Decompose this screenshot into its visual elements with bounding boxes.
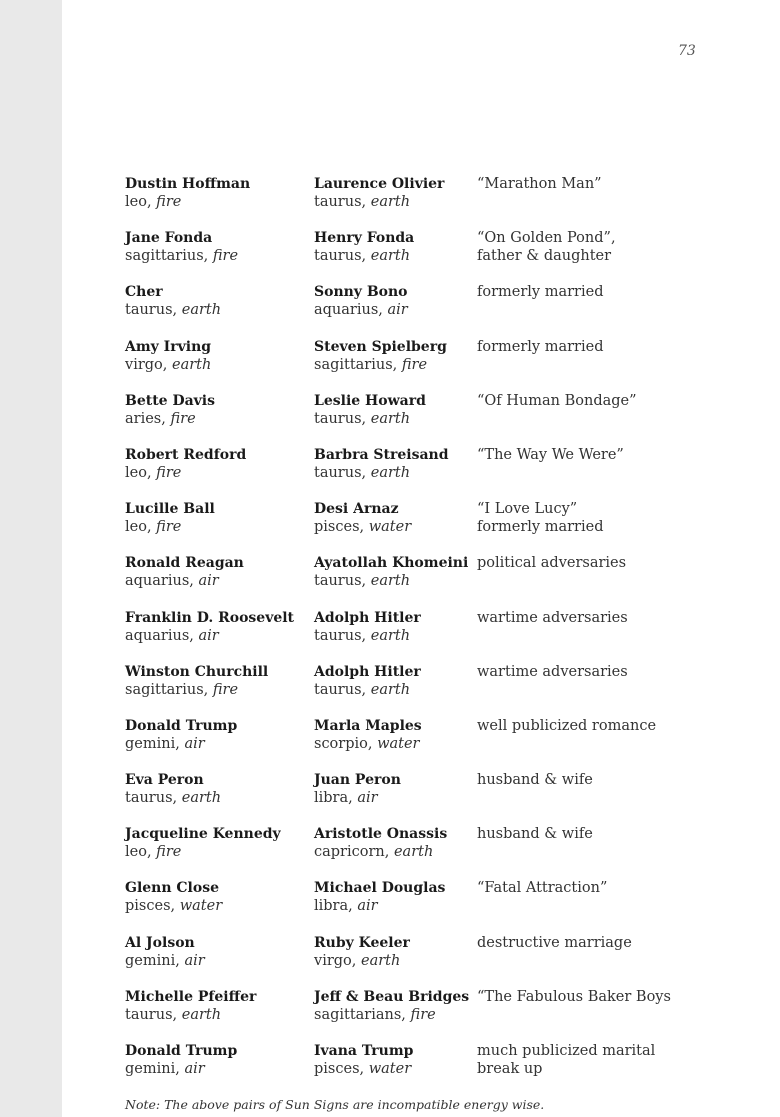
first-person (125, 771, 314, 825)
pair-row (125, 609, 705, 663)
pair-row (125, 392, 705, 446)
person-name: Ayatollah Khomeini (314, 555, 469, 572)
element: air (184, 952, 205, 969)
element: water (368, 519, 412, 536)
first-person (125, 988, 314, 1042)
person-name: Adolph Hitler (314, 609, 421, 626)
person-name: Bette Davis (125, 392, 216, 409)
element: fire (156, 464, 182, 481)
sign-line (125, 1006, 314, 1024)
element: air (198, 627, 219, 644)
element: earth (370, 681, 411, 698)
pair-row (125, 229, 705, 283)
note-line: “The Way We Were” (477, 446, 624, 463)
element: fire (401, 356, 428, 373)
relationship-note (477, 283, 705, 337)
sign-line (314, 681, 477, 699)
sign-line (314, 1060, 477, 1078)
sign-line (314, 518, 477, 536)
element: earth (370, 194, 411, 210)
sign-line (314, 301, 477, 319)
element: earth (181, 1006, 222, 1023)
pair-row (125, 554, 705, 608)
person-name: Sonny Bono (314, 284, 408, 301)
sign-line (314, 627, 477, 645)
relationship-note (477, 554, 705, 608)
sign-line (314, 193, 477, 211)
sign-line (125, 681, 314, 699)
note-line: wartime adversaries (477, 663, 628, 680)
sun-sign: virgo, (125, 356, 168, 373)
sun-sign: leo, (125, 464, 152, 481)
element: water (377, 735, 420, 752)
element: water (368, 1061, 412, 1077)
person-name: Michelle Pfeiffer (125, 988, 257, 1005)
sign-line (125, 735, 314, 753)
sign-line (125, 897, 314, 915)
note-line: wartime adversaries (477, 609, 628, 626)
note-line: formerly married (477, 519, 604, 536)
element: earth (181, 302, 222, 319)
relationship-note (477, 446, 705, 500)
sun-sign: leo, (125, 844, 152, 861)
sign-line (314, 1006, 477, 1024)
first-person (125, 717, 314, 771)
relationship-note (477, 988, 705, 1042)
pair-row (125, 446, 705, 500)
sign-line (125, 356, 314, 374)
person-name: Leslie Howard (314, 392, 426, 409)
person-name: Dustin Hoffman (125, 176, 251, 192)
element: fire (410, 1006, 436, 1023)
person-name: Franklin D. Roosevelt (125, 609, 295, 626)
relationship-note (477, 175, 705, 229)
note-line: political adversaries (477, 555, 627, 572)
sign-line (314, 897, 477, 915)
person-name: Barbra Streisand (314, 446, 449, 463)
page-number: 73 (678, 43, 696, 59)
sun-sign: sagittarius, (314, 356, 398, 373)
element: earth (370, 410, 411, 427)
second-person (314, 229, 477, 283)
sun-sign: scorpio, (314, 735, 373, 752)
sun-sign: aquarius, (125, 573, 194, 590)
relationship-note (477, 771, 705, 825)
sign-line (125, 572, 314, 590)
note-line: “I Love Lucy” (477, 501, 578, 518)
first-person (125, 392, 314, 446)
person-name: Glenn Close (125, 880, 220, 897)
sign-line (125, 518, 314, 536)
sign-line (125, 843, 314, 861)
pair-row (125, 338, 705, 392)
sign-line (314, 464, 477, 482)
sun-sign: pisces, (314, 1061, 365, 1077)
second-person (314, 717, 477, 771)
second-person (314, 175, 477, 229)
sun-sign: gemini, (125, 735, 180, 752)
relationship-note (477, 1042, 705, 1096)
element: fire (212, 248, 239, 265)
note-line: “Marathon Man” (477, 176, 602, 192)
note-line: well publicized romance (477, 717, 657, 734)
pair-row (125, 663, 705, 717)
element: air (184, 735, 205, 752)
first-person (125, 1042, 314, 1096)
sun-sign: taurus, (125, 302, 178, 319)
sun-sign: sagittarius, (125, 681, 209, 698)
pair-row (125, 934, 705, 988)
sun-sign: libra, (314, 790, 353, 807)
pair-row (125, 825, 705, 879)
person-name: Marla Maples (314, 717, 422, 734)
element: earth (370, 627, 411, 644)
note-line: formerly married (477, 284, 604, 301)
person-name: Al Jolson (125, 934, 195, 951)
first-person (125, 446, 314, 500)
first-person (125, 609, 314, 663)
person-name: Jane Fonda (125, 230, 213, 247)
sign-line (125, 301, 314, 319)
sun-sign: taurus, (125, 790, 178, 807)
person-name: Henry Fonda (314, 230, 415, 247)
sun-sign: taurus, (314, 194, 367, 210)
person-name: Cher (125, 284, 163, 301)
person-name: Aristotle Onassis (314, 826, 448, 843)
sun-sign: libra, (314, 898, 353, 915)
sun-sign: taurus, (314, 410, 367, 427)
second-person (314, 879, 477, 933)
person-name: Desi Arnaz (314, 501, 399, 518)
relationship-note (477, 392, 705, 446)
person-name: Robert Redford (125, 446, 247, 463)
note-line: formerly married (477, 338, 604, 355)
person-name: Donald Trump (125, 717, 238, 734)
second-person (314, 554, 477, 608)
sun-sign: aquarius, (314, 302, 383, 319)
sign-line (314, 410, 477, 428)
element: air (387, 302, 408, 319)
sign-line (125, 193, 314, 211)
first-person (125, 229, 314, 283)
element: fire (212, 681, 239, 698)
element: fire (156, 519, 182, 536)
sun-sign: sagittarians, (314, 1006, 406, 1023)
person-name: Jacqueline Kennedy (125, 826, 281, 843)
footnote: Note: The above pairs of Sun Signs are incompatible energy wise. (125, 1097, 545, 1112)
note-line: much publicized marital (477, 1043, 656, 1059)
sun-sign: pisces, (314, 519, 365, 536)
sun-sign: taurus, (314, 248, 367, 265)
sign-line (314, 735, 477, 753)
person-name: Lucille Ball (125, 501, 215, 518)
note-line: “Fatal Attraction” (477, 880, 608, 897)
sign-line (314, 789, 477, 807)
pair-row (125, 175, 705, 229)
second-person (314, 500, 477, 554)
first-person (125, 175, 314, 229)
pair-row (125, 988, 705, 1042)
sign-line (314, 952, 477, 970)
sign-line (125, 410, 314, 428)
note-line: destructive marriage (477, 934, 632, 951)
sun-sign: sagittarius, (125, 248, 209, 265)
relationship-note (477, 338, 705, 392)
relationship-note (477, 934, 705, 988)
second-person (314, 988, 477, 1042)
element: earth (172, 356, 212, 373)
person-name: Michael Douglas (314, 880, 446, 897)
first-person (125, 825, 314, 879)
sun-sign: taurus, (314, 464, 367, 481)
element: earth (361, 952, 401, 969)
person-name: Juan Peron (314, 772, 401, 789)
first-person (125, 283, 314, 337)
first-person (125, 879, 314, 933)
first-person (125, 554, 314, 608)
sign-line (125, 247, 314, 265)
first-person (125, 663, 314, 717)
note-line: husband & wife (477, 826, 593, 843)
note-line: “On Golden Pond”, (477, 230, 616, 247)
sun-sign: aries, (125, 410, 166, 427)
sun-sign: taurus, (314, 573, 367, 590)
person-name: Adolph Hitler (314, 663, 421, 680)
sun-sign: taurus, (314, 681, 367, 698)
second-person (314, 825, 477, 879)
relationship-note (477, 879, 705, 933)
element: earth (181, 790, 222, 807)
note-line: father & daughter (477, 248, 612, 265)
relationship-note (477, 717, 705, 771)
second-person (314, 663, 477, 717)
relationship-note (477, 609, 705, 663)
person-name: Laurence Olivier (314, 176, 445, 192)
sun-sign: virgo, (314, 952, 357, 969)
sign-line (314, 356, 477, 374)
element: air (357, 790, 378, 807)
pair-row (125, 1042, 705, 1096)
sign-line (314, 247, 477, 265)
person-name: Winston Churchill (125, 663, 269, 680)
person-name: Ivana Trump (314, 1043, 414, 1059)
pair-row (125, 771, 705, 825)
pair-row (125, 717, 705, 771)
sun-sign: leo, (125, 194, 152, 210)
sign-line (125, 952, 314, 970)
pair-row (125, 500, 705, 554)
element: water (179, 898, 223, 915)
sun-sign: aquarius, (125, 627, 194, 644)
sun-sign-pairs-list (125, 175, 705, 1096)
element: fire (156, 194, 182, 210)
sign-line (125, 1060, 314, 1078)
element: earth (370, 248, 411, 265)
person-name: Steven Spielberg (314, 338, 447, 355)
second-person (314, 609, 477, 663)
element: earth (370, 464, 411, 481)
second-person (314, 771, 477, 825)
note-line: break up (477, 1061, 543, 1077)
element: fire (170, 410, 196, 427)
sign-line (314, 572, 477, 590)
second-person (314, 283, 477, 337)
relationship-note (477, 500, 705, 554)
first-person (125, 934, 314, 988)
sun-sign: taurus, (314, 627, 367, 644)
sign-line (125, 627, 314, 645)
relationship-note (477, 229, 705, 283)
note-line: “The Fabulous Baker Boys (477, 988, 671, 1005)
person-name: Donald Trump (125, 1043, 238, 1059)
element: air (184, 1061, 205, 1077)
person-name: Ruby Keeler (314, 934, 410, 951)
second-person (314, 392, 477, 446)
person-name: Amy Irving (125, 338, 212, 355)
sun-sign: taurus, (125, 1006, 178, 1023)
element: fire (156, 844, 182, 861)
sign-line (314, 843, 477, 861)
note-line: “Of Human Bondage” (477, 392, 637, 409)
second-person (314, 934, 477, 988)
second-person (314, 446, 477, 500)
sign-line (125, 789, 314, 807)
element: air (198, 573, 219, 590)
person-name: Jeff & Beau Bridges (314, 988, 470, 1005)
relationship-note (477, 663, 705, 717)
sign-line (125, 464, 314, 482)
sun-sign: gemini, (125, 1061, 180, 1077)
element: air (357, 898, 378, 915)
relationship-note (477, 825, 705, 879)
pair-row (125, 879, 705, 933)
note-line: husband & wife (477, 772, 593, 789)
second-person (314, 338, 477, 392)
first-person (125, 500, 314, 554)
element: earth (393, 844, 434, 861)
second-person (314, 1042, 477, 1096)
element: earth (370, 573, 411, 590)
sun-sign: pisces, (125, 898, 176, 915)
person-name: Eva Peron (125, 772, 204, 789)
person-name: Ronald Reagan (125, 555, 244, 572)
sun-sign: capricorn, (314, 844, 390, 861)
sun-sign: leo, (125, 519, 152, 536)
first-person (125, 338, 314, 392)
sun-sign: gemini, (125, 952, 180, 969)
pair-row (125, 283, 705, 337)
